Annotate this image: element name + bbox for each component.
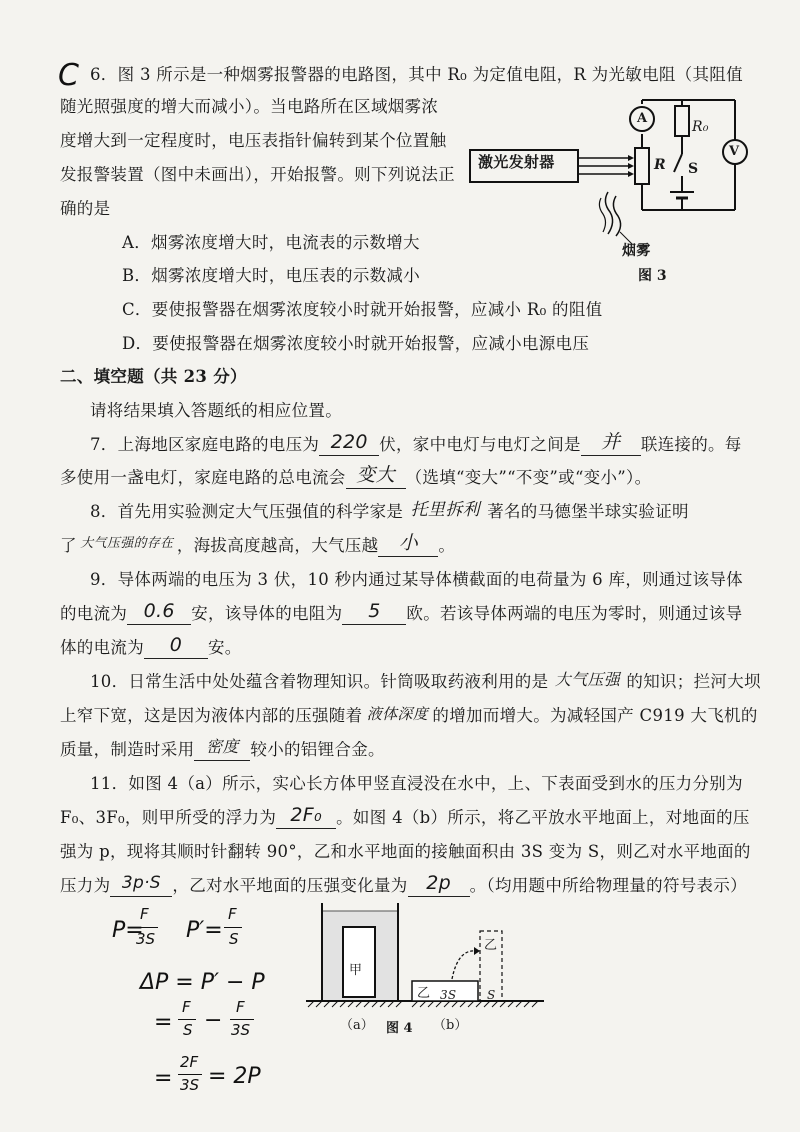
q10-blank1[interactable] (548, 670, 626, 693)
scratch-p-eq: P= (112, 918, 144, 943)
scratch-eq2: = (154, 1010, 173, 1035)
q7-blank3[interactable] (346, 464, 406, 489)
q9-text3: 安，该导体的电阻为 (191, 604, 343, 623)
q11-line3: 强为 p，现将其顺时针翻转 90°，乙和水平地面的接触面积由 3S 变为 S，则乙对水平地面的 (60, 842, 751, 861)
scratch-f-num2: F (228, 905, 237, 923)
scratch-fraction-bar4 (230, 1019, 254, 1020)
q9-answer2: 5 (368, 600, 381, 622)
q8-text5: 。 (438, 536, 456, 555)
scratch-fraction-bar2 (224, 927, 242, 928)
scratch-den3: S (183, 1021, 193, 1039)
q10-text4: 的增加而增大。为减轻国产 C919 大飞机的 (432, 706, 758, 725)
q7-text5: （选填“变大”“不变”或“变小”）。 (405, 468, 652, 487)
q7-text1: 7．上海地区家庭电路的电压为 (90, 435, 320, 454)
q10-text2: 的知识；拦河大坝 (626, 672, 761, 691)
scratch-fraction-bar3 (178, 1019, 196, 1020)
scratch-num5: 2F (180, 1053, 199, 1071)
q9-line2 (60, 600, 743, 625)
q10-line3 (60, 739, 385, 761)
q11-answer2: 3p·S (121, 873, 161, 893)
section2-title: 二、填空题（共 23 分） (60, 367, 247, 386)
q8-text3: 了 (60, 536, 77, 555)
q9-answer1: 0.6 (143, 600, 175, 622)
q10-text3: 上窄下宽，这是因为液体内部的压强随着 (60, 706, 363, 725)
fig3-r-label: R (654, 157, 666, 173)
q9-blank2[interactable] (342, 600, 406, 625)
q7-blank2[interactable] (581, 431, 641, 456)
q11-text2: F₀、3F₀，则甲所受的浮力为 (60, 808, 277, 827)
q11-line2 (60, 804, 750, 829)
q11-answer3: 2p (426, 872, 451, 894)
q7-blank1[interactable] (319, 431, 379, 456)
scratch-minus: − (204, 1008, 223, 1033)
q6-option-a: A．烟雾浓度增大时，电流表的示数增大 (122, 233, 420, 252)
q6-option-b: B．烟雾浓度增大时，电压表的示数减小 (122, 266, 421, 285)
figure4-diagram (300, 897, 550, 1027)
q6-answer-mark: C (58, 58, 79, 93)
fig4-area-s-label: S (487, 988, 496, 1002)
q11-text3: 。如图 4（b）所示，将乙平放水平地面上，对地面的压 (336, 808, 750, 827)
q11-answer1: 2F₀ (290, 804, 322, 826)
fig4-area-3s-label: 3S (440, 988, 457, 1002)
fig4-jia-label: 甲 (349, 963, 363, 978)
q9-blank3[interactable] (144, 634, 208, 659)
q10-blank2[interactable] (362, 707, 432, 727)
q7-text4: 多使用一盏电灯，家庭电路的总电流会 (60, 468, 346, 487)
q11-blank2[interactable] (110, 873, 172, 897)
scratch-den4: 3S (231, 1021, 251, 1039)
scratch-eq3: = (154, 1066, 173, 1091)
q9-line1: 9．导体两端的电压为 3 伏，10 秒内通过某导体横截面的电荷量为 6 库，则通过该导体 (90, 570, 743, 589)
q7-answer3: 变大 (356, 464, 395, 486)
q8-line1 (90, 501, 689, 523)
q8-blank3[interactable] (378, 532, 438, 557)
q8-answer1: 托里拆利 (410, 500, 480, 520)
q10-answer1: 大气压强 (554, 670, 620, 689)
q6-line3: 度增大到一定程度时，电压表指针偏转到某个位置触 (60, 131, 447, 150)
q8-line2 (60, 532, 456, 557)
fig3-caption: 图 3 (638, 268, 667, 284)
q8-answer2: 大气压强的存在 (80, 536, 174, 551)
fig4-yi2-label: 乙 (484, 938, 498, 953)
q10-text6: 较小的铝锂合金。 (250, 740, 385, 759)
q10-line1 (90, 671, 761, 693)
q11-line4 (60, 872, 747, 897)
fig3-voltmeter-label: V (729, 144, 740, 159)
q11-blank3[interactable] (408, 872, 470, 897)
q9-text2: 的电流为 (60, 604, 128, 623)
q10-blank3[interactable] (194, 737, 250, 761)
q8-answer3: 小 (398, 532, 419, 554)
fig3-laser-label: 激光发射器 (478, 153, 555, 171)
q11-text5: 压力为 (60, 876, 111, 895)
scratch-f-num4: F (236, 998, 245, 1016)
q10-answer2: 液体深度 (366, 705, 428, 723)
q10-text5: 质量，制造时采用 (60, 740, 195, 759)
q7-answer2: 并 (601, 431, 621, 453)
scratch-result: = 2P (208, 1064, 261, 1089)
figure3-circuit (460, 92, 760, 262)
q11-text7: 。（均用题中所给物理量的符号表示） (469, 876, 747, 895)
q9-text6: 安。 (208, 638, 242, 657)
q9-text5: 体的电流为 (60, 638, 144, 657)
q8-text4: ，海拔高度越高，大气压越 (176, 536, 379, 555)
scratch-f-num3: F (182, 998, 191, 1016)
fig3-smoke-label: 烟雾 (622, 243, 651, 259)
q10-line2 (60, 705, 758, 727)
q8-text2: 著名的马德堡半球实验证明 (487, 502, 689, 521)
q10-answer3: 密度 (206, 737, 239, 756)
q6-option-c: C．要使报警器在烟雾浓度较小时就开始报警，应减小 R₀ 的阻值 (122, 300, 603, 319)
q6-option-d: D．要使报警器在烟雾浓度较小时就开始报警，应减小电源电压 (122, 334, 590, 353)
scratch-den1: 3S (136, 930, 156, 948)
fig4-caption: 图 4 (386, 1021, 413, 1036)
fig3-ammeter-label: A (637, 111, 648, 126)
q8-blank1[interactable] (403, 500, 487, 523)
q9-blank1[interactable] (127, 600, 191, 625)
fig4-yi-label: 乙 (417, 986, 431, 1001)
q6-line4: 发报警装置（图中未画出），开始报警。则下列说法正 (60, 165, 455, 184)
q9-answer3: 0 (169, 634, 183, 656)
q7-answer1: 220 (330, 431, 368, 453)
scratch-fraction-bar5 (178, 1074, 202, 1075)
scratch-den5: 3S (180, 1076, 200, 1094)
q6-line1: 6．图 3 所示是一种烟雾报警器的电路图，其中 R₀ 为定值电阻，R 为光敏电阻（其阻值 (90, 65, 743, 84)
q11-line1: 11．如图 4（a）所示，实心长方体甲竖直浸没在水中，上、下表面受到水的压力分别为 (90, 774, 743, 793)
scratch-f-num1: F (140, 905, 149, 923)
q7-text3: 联连接的。每 (640, 435, 742, 454)
q10-text1: 10．日常生活中处处蕴含着物理知识。针筒吸取药液利用的是 (90, 672, 549, 691)
fig4-label-b: （b） (433, 1018, 468, 1033)
q8-text1: 8．首先用实验测定大气压强值的科学家是 (90, 502, 404, 521)
fig3-r0-label: R₀ (692, 119, 709, 135)
q6-line5: 确的是 (60, 199, 111, 218)
fig4-label-a: （a） (340, 1018, 374, 1033)
q7-line2 (60, 464, 652, 489)
scratch-den2: S (229, 930, 239, 948)
q11-blank1[interactable] (276, 804, 336, 829)
q11-text6: ，乙对水平地面的压强变化量为 (172, 876, 408, 895)
scratch-pprime-eq: P′= (186, 918, 223, 943)
fig3-switch-label: S (688, 161, 699, 177)
q9-line3 (60, 634, 242, 659)
q8-blank2[interactable] (77, 537, 177, 557)
q7-line1 (90, 431, 742, 456)
section2-instruction: 请将结果填入答题纸的相应位置。 (90, 401, 342, 420)
scratch-delta-p: ΔP = P′ − P (140, 970, 265, 995)
q9-text4: 欧。若该导体两端的电压为零时，则通过该导 (406, 604, 743, 623)
scratch-fraction-bar1 (136, 927, 158, 928)
q7-text2: 伏，家中电灯与电灯之间是 (379, 435, 581, 454)
q6-line2: 随光照强度的增大而减小）。当电路所在区域烟雾浓 (60, 97, 439, 116)
